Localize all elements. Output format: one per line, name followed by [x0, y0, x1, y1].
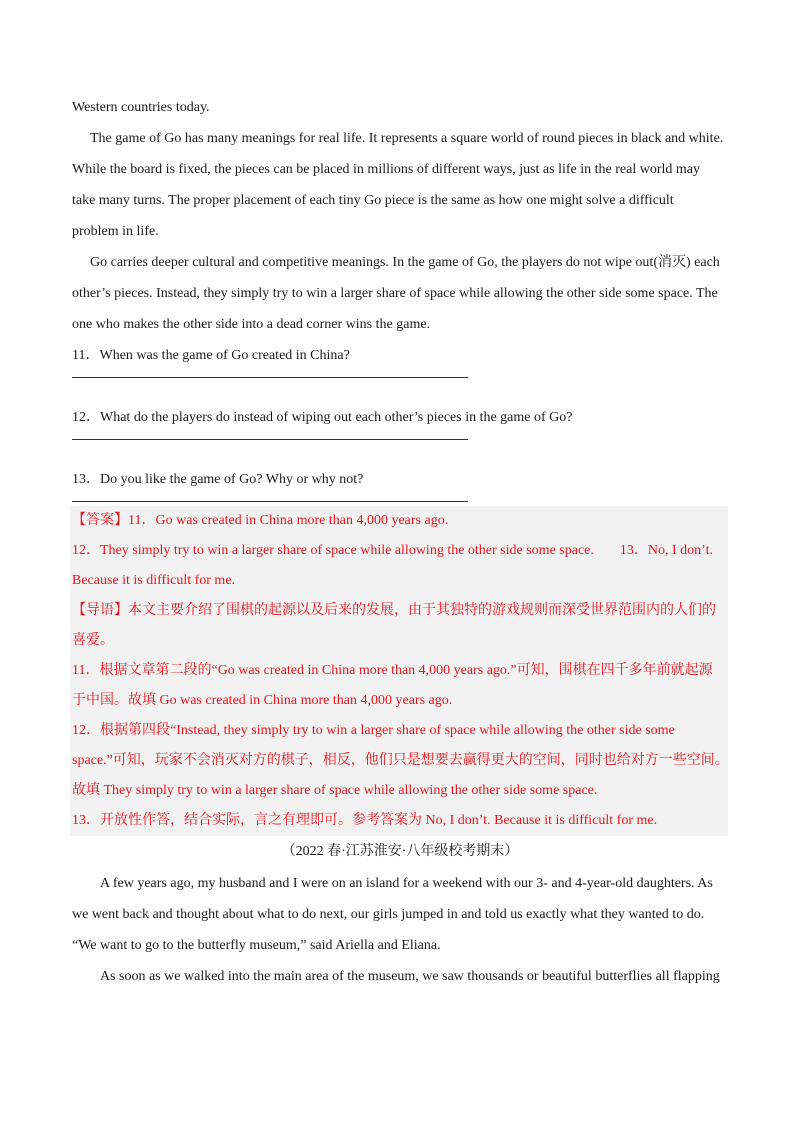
explanation-line: 11．根据文章第二段的“Go was created in China more than 4,000 years ago.”可知，围棋在四千多年前就起源 — [72, 663, 713, 678]
answer-line — [72, 506, 728, 536]
passage-1-line: Go carries deeper cultural and competitive meanings. In the game of Go, the players do not wipe out(消灭) each — [90, 255, 720, 270]
source-citation: （2022 春·江苏淮安·八年级校考期末） — [281, 844, 519, 859]
passage-1-line: other’s pieces. Instead, they simply try to win a larger share of space while allowing the other side some space. The — [72, 286, 718, 301]
passage-2-line: As soon as we walked into the main area of the museum, we saw thousands or beautiful butterflies all flapping — [100, 969, 720, 984]
guide-text: 本文主要介绍了围棋的起源以及后来的发展，由于其独特的游戏规则而深受世界范围内的人们的 — [128, 603, 716, 618]
question-text: Do you like the game of Go? Why or why not? — [100, 472, 364, 487]
passage-1-line: take many turns. The proper placement of each tiny Go piece is the same as how one might solve a difficult — [72, 193, 674, 208]
guide-line: 喜爱。 — [72, 633, 114, 648]
answer-text: 11．Go was created in China more than 4,000 years ago. — [128, 513, 449, 528]
answer-line — [72, 536, 728, 566]
explanation-line: 12．根据第四段“Instead, they simply try to win a larger share of space while allowing the other side some — [72, 723, 675, 738]
passage-2-line: A few years ago, my husband and I were on an island for a weekend with our 3- and 4-year-old daughters. As — [100, 876, 713, 891]
document-page — [72, 92, 728, 992]
answer-explanation-block — [70, 506, 728, 836]
passage-2-line: we went back and thought about what to do next, our girls jumped in and told us exactly what they wanted to do. — [72, 907, 705, 922]
question-number: 11． — [72, 348, 100, 363]
answer-blank-13[interactable] — [72, 501, 468, 502]
answer-blank-11[interactable] — [72, 377, 468, 378]
guide-line — [72, 596, 728, 626]
question-13 — [72, 464, 728, 495]
passage-1 — [72, 92, 728, 340]
answer-text: 12．They simply try to win a larger share of space while allowing the other side some space. — [72, 543, 594, 558]
question-number: 12． — [72, 410, 100, 425]
passage-1-line: The game of Go has many meanings for real life. It represents a square world of round pieces in black and white. — [90, 131, 724, 146]
question-number: 13． — [72, 472, 100, 487]
guide-tag: 【导语】 — [72, 603, 128, 618]
question-text: When was the game of Go created in China? — [99, 348, 350, 363]
explanation-line: 13．开放性作答，结合实际，言之有理即可。参考答案为 No, I don’t. Because it is difficult for me. — [72, 813, 658, 828]
passage-1-line: Western countries today. — [72, 100, 210, 115]
question-11 — [72, 340, 728, 371]
explanation-line: 故填 They simply try to win a larger share of space while allowing the other side some space. — [72, 783, 598, 798]
answer-line: Because it is difficult for me. — [72, 573, 236, 588]
explanation-line: 于中国。故填 Go was created in China more than 4,000 years ago. — [72, 693, 453, 708]
question-list — [72, 340, 728, 502]
question-text: What do the players do instead of wiping out each other’s pieces in the game of Go? — [100, 410, 573, 425]
passage-1-line: problem in life. — [72, 224, 159, 239]
answer-text: 13．No, I don’t. — [619, 543, 713, 558]
answer-tag: 【答案】 — [72, 513, 128, 528]
question-12 — [72, 402, 728, 433]
passage-1-line: one who makes the other side into a dead corner wins the game. — [72, 317, 431, 332]
explanation-line: space.”可知，玩家不会消灭对方的棋子，相反，他们只是想要去赢得更大的空间，同时也给对方一些空间。 — [72, 753, 729, 768]
passage-1-line: While the board is fixed, the pieces can be placed in millions of different ways, just as life in the real world may — [72, 162, 700, 177]
passage-2-line: “We want to go to the butterfly museum,” said Ariella and Eliana. — [72, 938, 441, 953]
passage-2 — [72, 868, 728, 992]
answer-blank-12[interactable] — [72, 439, 468, 440]
